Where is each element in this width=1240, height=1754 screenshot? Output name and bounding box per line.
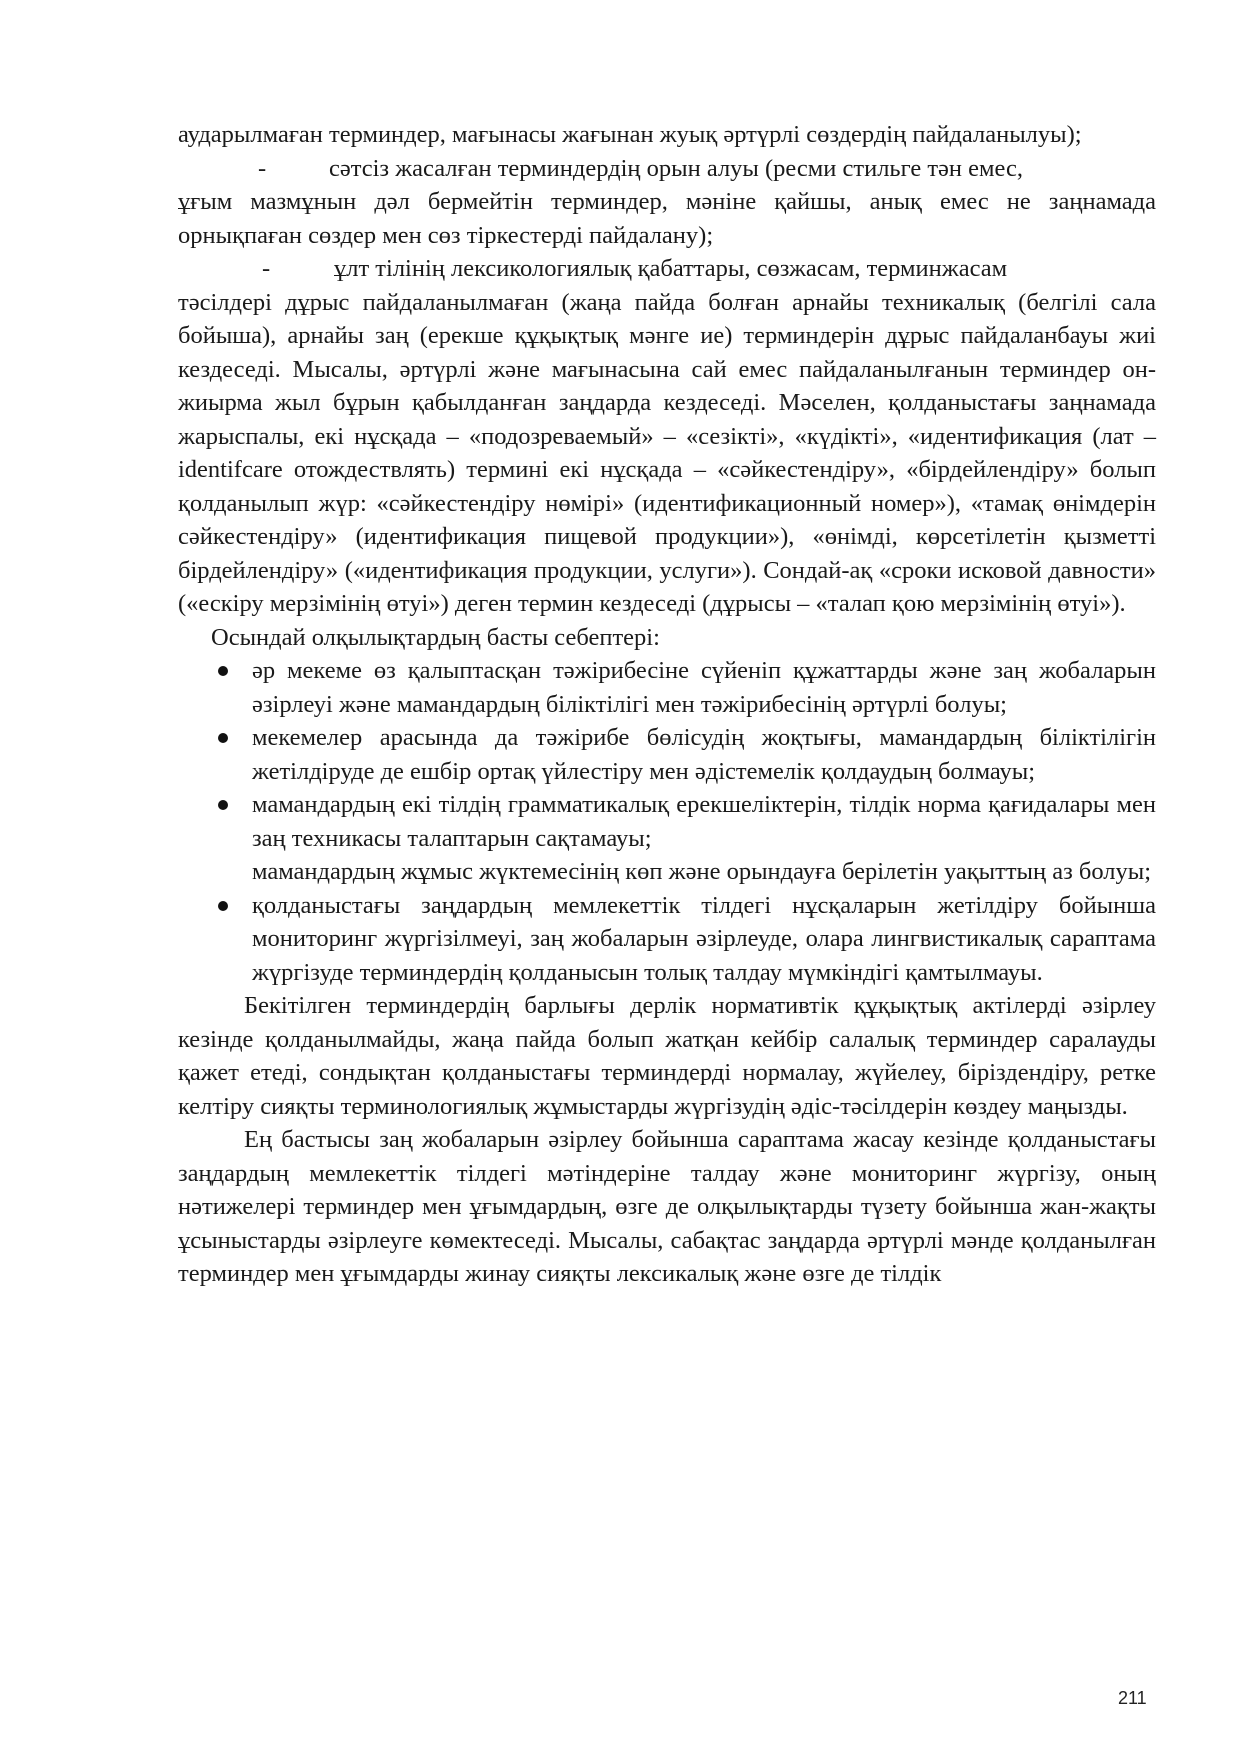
paragraph: Ең бастысы заң жобаларын әзірлеу бойынша сараптама жасау кезінде қолданыстағы заңдардың мемлекеттік тілдегі мәтіндеріне талдау және мониторинг жүргізу, оның нәтижелері терминдер мен ұғымдардың, өзге де олқылықтарды түзету бойынша жан-жақты ұсыныстарды әзірлеуге көмектеседі. Мысалы, сабақтас заңдарда әртүрлі мәнде қолданылған терминдер мен ұғымдарды жинау сияқты лексикалық және өзге де тілдік — [178, 1126, 1156, 1287]
list-item-text: мамандардың екі тілдің грамматикалық ерекшеліктерін, тілдік норма қағидалары мен заң техникасы талаптарын сақтамауы; — [252, 791, 1156, 852]
list-item — [178, 721, 1156, 788]
list-item-text: әр мекеме өз қалыптасқан тәжірибесіне сүйеніп құжаттарды және заң жобаларын әзірлеуі және мамандардың біліктілігі мен тәжірибесінің әртүрлі болуы; — [252, 657, 1156, 718]
dash-item-1 — [178, 152, 1156, 253]
dash-item-text: тәсілдері дұрыс пайдаланылмаған (жаңа пайда болған арнайы техникалық (белгілі сала бойыша), арнайы заң (ерекше құқықтық мәнге ие) терминдерін дұрыс пайдаланбауы жиі кездеседі. Мысалы, әртүрлі және мағынасына сай емес пайдаланылғанын терминдер он-жиырма жыл бұрын қабылданған заңдарда кездеседі. Мәселен, қолданыстағы заңнамада жарыспалы, екі нұсқада – «подозреваемый» – «сезікті», «күдікті», «идентификация (лат – identifcare отождествлять) термині екі нұсқада – «сәйкестендіру», «бірдейлендіру» болып қолданылып жүр: «сәйкестендіру нөмірі» (идентификационный номер»), «тамақ өнімдерін сәйкестендіру» (идентификация пищевой продукции»), «өнімді, көрсетілетін қызметті бірдейлендіру» («идентификация продукции, услуги»). Сондай-ақ «сроки исковой давности» («ескіру мерзімінің өтуі») деген термин кездеседі (дұрысы – «талап қою мерзімінің өтуі»). — [178, 288, 1156, 617]
bullet-icon — [218, 666, 228, 676]
list-item — [178, 654, 1156, 721]
list-item-continuation: мамандардың жұмыс жүктемесінің көп және орындауға берілетін уақыттың аз болуы; — [252, 858, 1152, 885]
list-item-text: қолданыстағы заңдардың мемлекеттік тілдегі нұсқаларын жетілдіру бойынша мониторинг жүргізілмеуі, заң жобаларын әзірлеуде, олара лингвистикалық сараптама жүргізуде терминдердің қолданысын толық талдау мүмкіндігі қамтылмауы. — [252, 891, 1156, 986]
bullet-icon — [218, 733, 228, 743]
bullet-icon — [218, 800, 228, 810]
dash-item-text: ұғым мазмұнын дәл бермейтін терминдер, мәніне қайшы, анық емес не заңнамада орнықпаған сөздер мен сөз тіркестерді пайдалану); — [178, 188, 1156, 249]
dash-marker: - — [262, 255, 271, 282]
dash-item-first-line: ұлт тілінің лексикологиялық қабаттары, сөзжасам, терминжасам — [334, 255, 1008, 282]
dash-item-2 — [178, 252, 1156, 621]
dash-marker: - — [258, 154, 267, 182]
list-item — [178, 889, 1156, 990]
paragraph-continuation: аударылмаған терминдер, мағынасы жағынан жуық әртүрлі сөздердің пайдаланылуы); — [178, 121, 1082, 148]
page-number: 211 — [1118, 1688, 1147, 1708]
list-item-text: мекемелер арасында да тәжірибе бөлісудің жоқтығы, мамандардың біліктілігін жетілдіруде де ешбір ортақ үйлестіру мен әдістемелік қолдаудың болмауы; — [252, 724, 1156, 785]
bullet-icon — [218, 901, 228, 911]
dash-item-first-line: сәтсіз жасалған терминдердің орын алуы (ресми стильге тән емес, — [329, 154, 1024, 182]
list-item — [178, 788, 1156, 855]
paragraph: Бекітілген терминдердің барлығы дерлік нормативтік құқықтық актілерді әзірлеу кезінде қолданылмайды, жаңа пайда болып жатқан кейбір салалық терминдер саралауды қажет етеді, сондықтан қолданыстағы терминдерді нормалау, жүйелеу, біріздендіру, ретке келтіру сияқты терминологиялық жұмыстарды жүргізудің әдіс-тәсілдерін көздеу маңызды. — [178, 992, 1156, 1120]
list-lead: Осындай олқылықтардың басты себептері: — [211, 623, 660, 651]
document-body — [178, 118, 1156, 1291]
